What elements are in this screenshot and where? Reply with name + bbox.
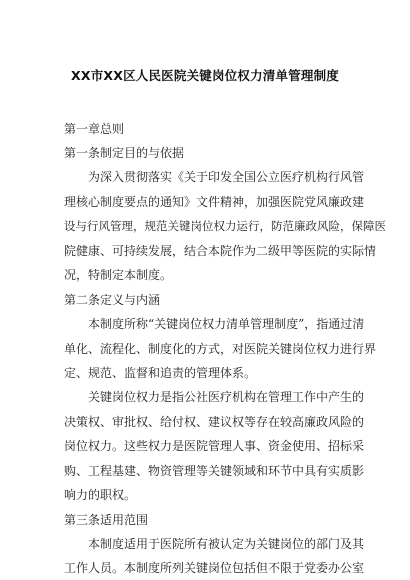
document-title: XX市XX区人民医院关键岗位权力清单管理制度	[71, 68, 339, 83]
paragraph-line: 况，特制定本制度。	[64, 268, 173, 282]
paragraph-line: 为深入贯彻落实《关于印发全国公立医疗机构行风管	[88, 170, 365, 184]
paragraph-line: 关键岗位权力是指公社医疗机构在管理工作中产生的	[88, 390, 365, 404]
paragraph-line: 定、规范、监督和追责的管理体系。	[64, 366, 257, 380]
chapter-heading: 第一章总则	[64, 122, 125, 136]
paragraph-line: 院健康、可持续发展，结合本院作为二级甲等医院的实际情	[64, 244, 377, 258]
paragraph-line: 设与行风管理，规范关键岗位权力运行，防范廉政风险，保障医	[64, 219, 386, 233]
article-heading: 第二条定义与内涵	[64, 293, 161, 307]
paragraph-line: 岗位权力。这些权力是医院管理人事、资金使用、招标采	[64, 439, 365, 453]
paragraph-line: 决策权、审批权、给付权、建议权等存在较高廉政风险的	[64, 415, 365, 429]
paragraph-line: 响力的职权。	[64, 488, 137, 502]
paragraph-line: 单化、流程化、制度化的方式，对医院关键岗位权力进行界	[64, 342, 377, 356]
article-heading: 第一条制定目的与依据	[64, 146, 185, 160]
paragraph-line: 本制度所称“关键岗位权力清单管理制度”，指通过清	[88, 317, 365, 331]
paragraph-line: 购、工程基建、物资管理等关键领域和环节中具有实质影	[64, 464, 365, 478]
article-heading: 第三条适用范围	[64, 513, 149, 527]
paragraph-line: 本制度适用于医院所有被认定为关键岗位的部门及其	[88, 537, 365, 551]
paragraph-line: 工作人员。本制度所列关键岗位包括但不限于党委办公室	[64, 561, 365, 575]
paragraph-line: 理核心制度要点的通知》文件精神，加强医院党风廉政建	[64, 195, 365, 209]
